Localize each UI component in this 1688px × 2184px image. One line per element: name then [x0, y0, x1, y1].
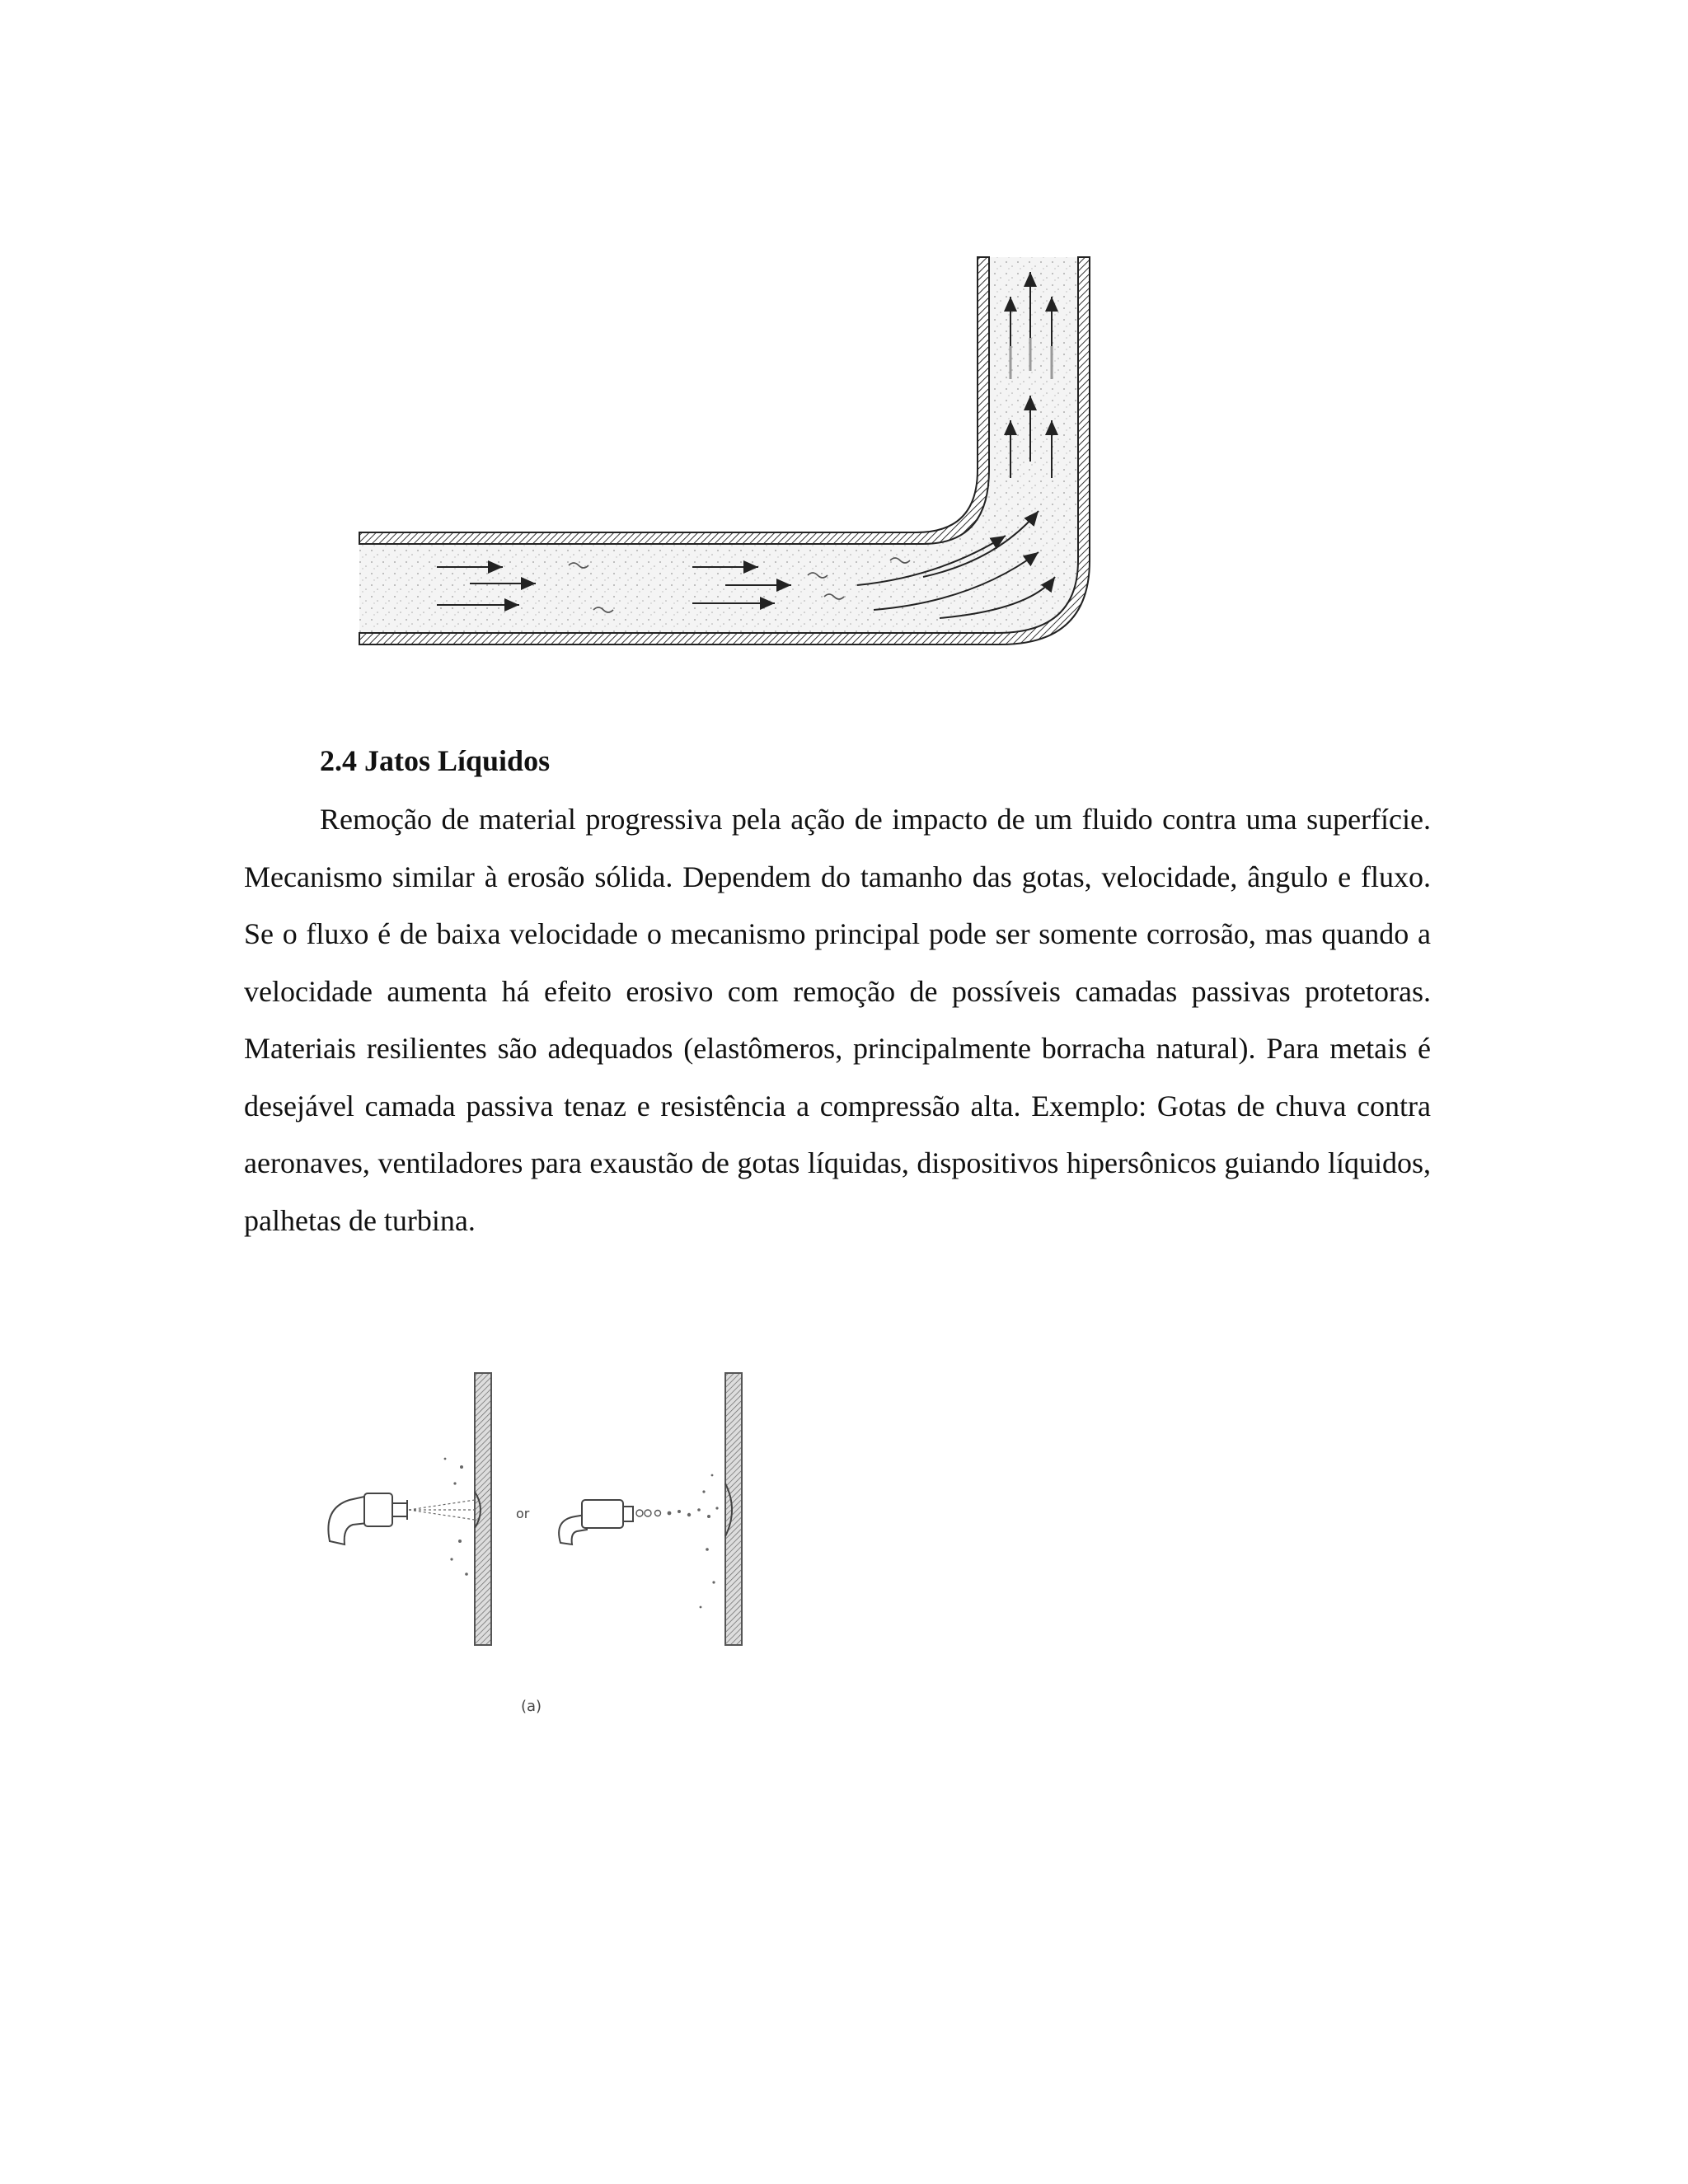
section-2-4: [244, 742, 1431, 1249]
or-label: or: [516, 1506, 530, 1521]
pipe-elbow-figure: [346, 247, 1129, 676]
nozzle-left-icon: [328, 1493, 407, 1544]
liquid-jet-figure: [313, 1368, 775, 1764]
target-wall-right: [725, 1373, 742, 1645]
figure-caption: (a): [521, 1698, 542, 1715]
section-heading: 2.4 Jatos Líquidos: [320, 744, 551, 777]
target-wall-left: [475, 1373, 491, 1645]
section-paragraph: Remoção de material progressiva pela ação de impacto de um fluido contra uma superfície. Mecanismo similar à erosão sólida. Dependem do tamanho das gotas, velocidade, ângulo e fluxo. Se o fluxo é de baixa velocidade o mecanismo principal pode ser somente corrosão, mas quando a velocidade aumenta há efeito erosivo com remoção de possíveis camadas passivas protetoras. Materiais resilientes são adequados (elastômeros, principalmente borracha natural). Para metais é desejável camada passiva tenaz e resistência a compressão alta. Exemplo: Gotas de chuva contra aeronaves, ventiladores para exaustão de gotas líquidas, dispositivos hipersônicos guiando líquidos, palhetas de turbina.: [244, 803, 1431, 1237]
nozzle-right-icon: [559, 1500, 633, 1544]
